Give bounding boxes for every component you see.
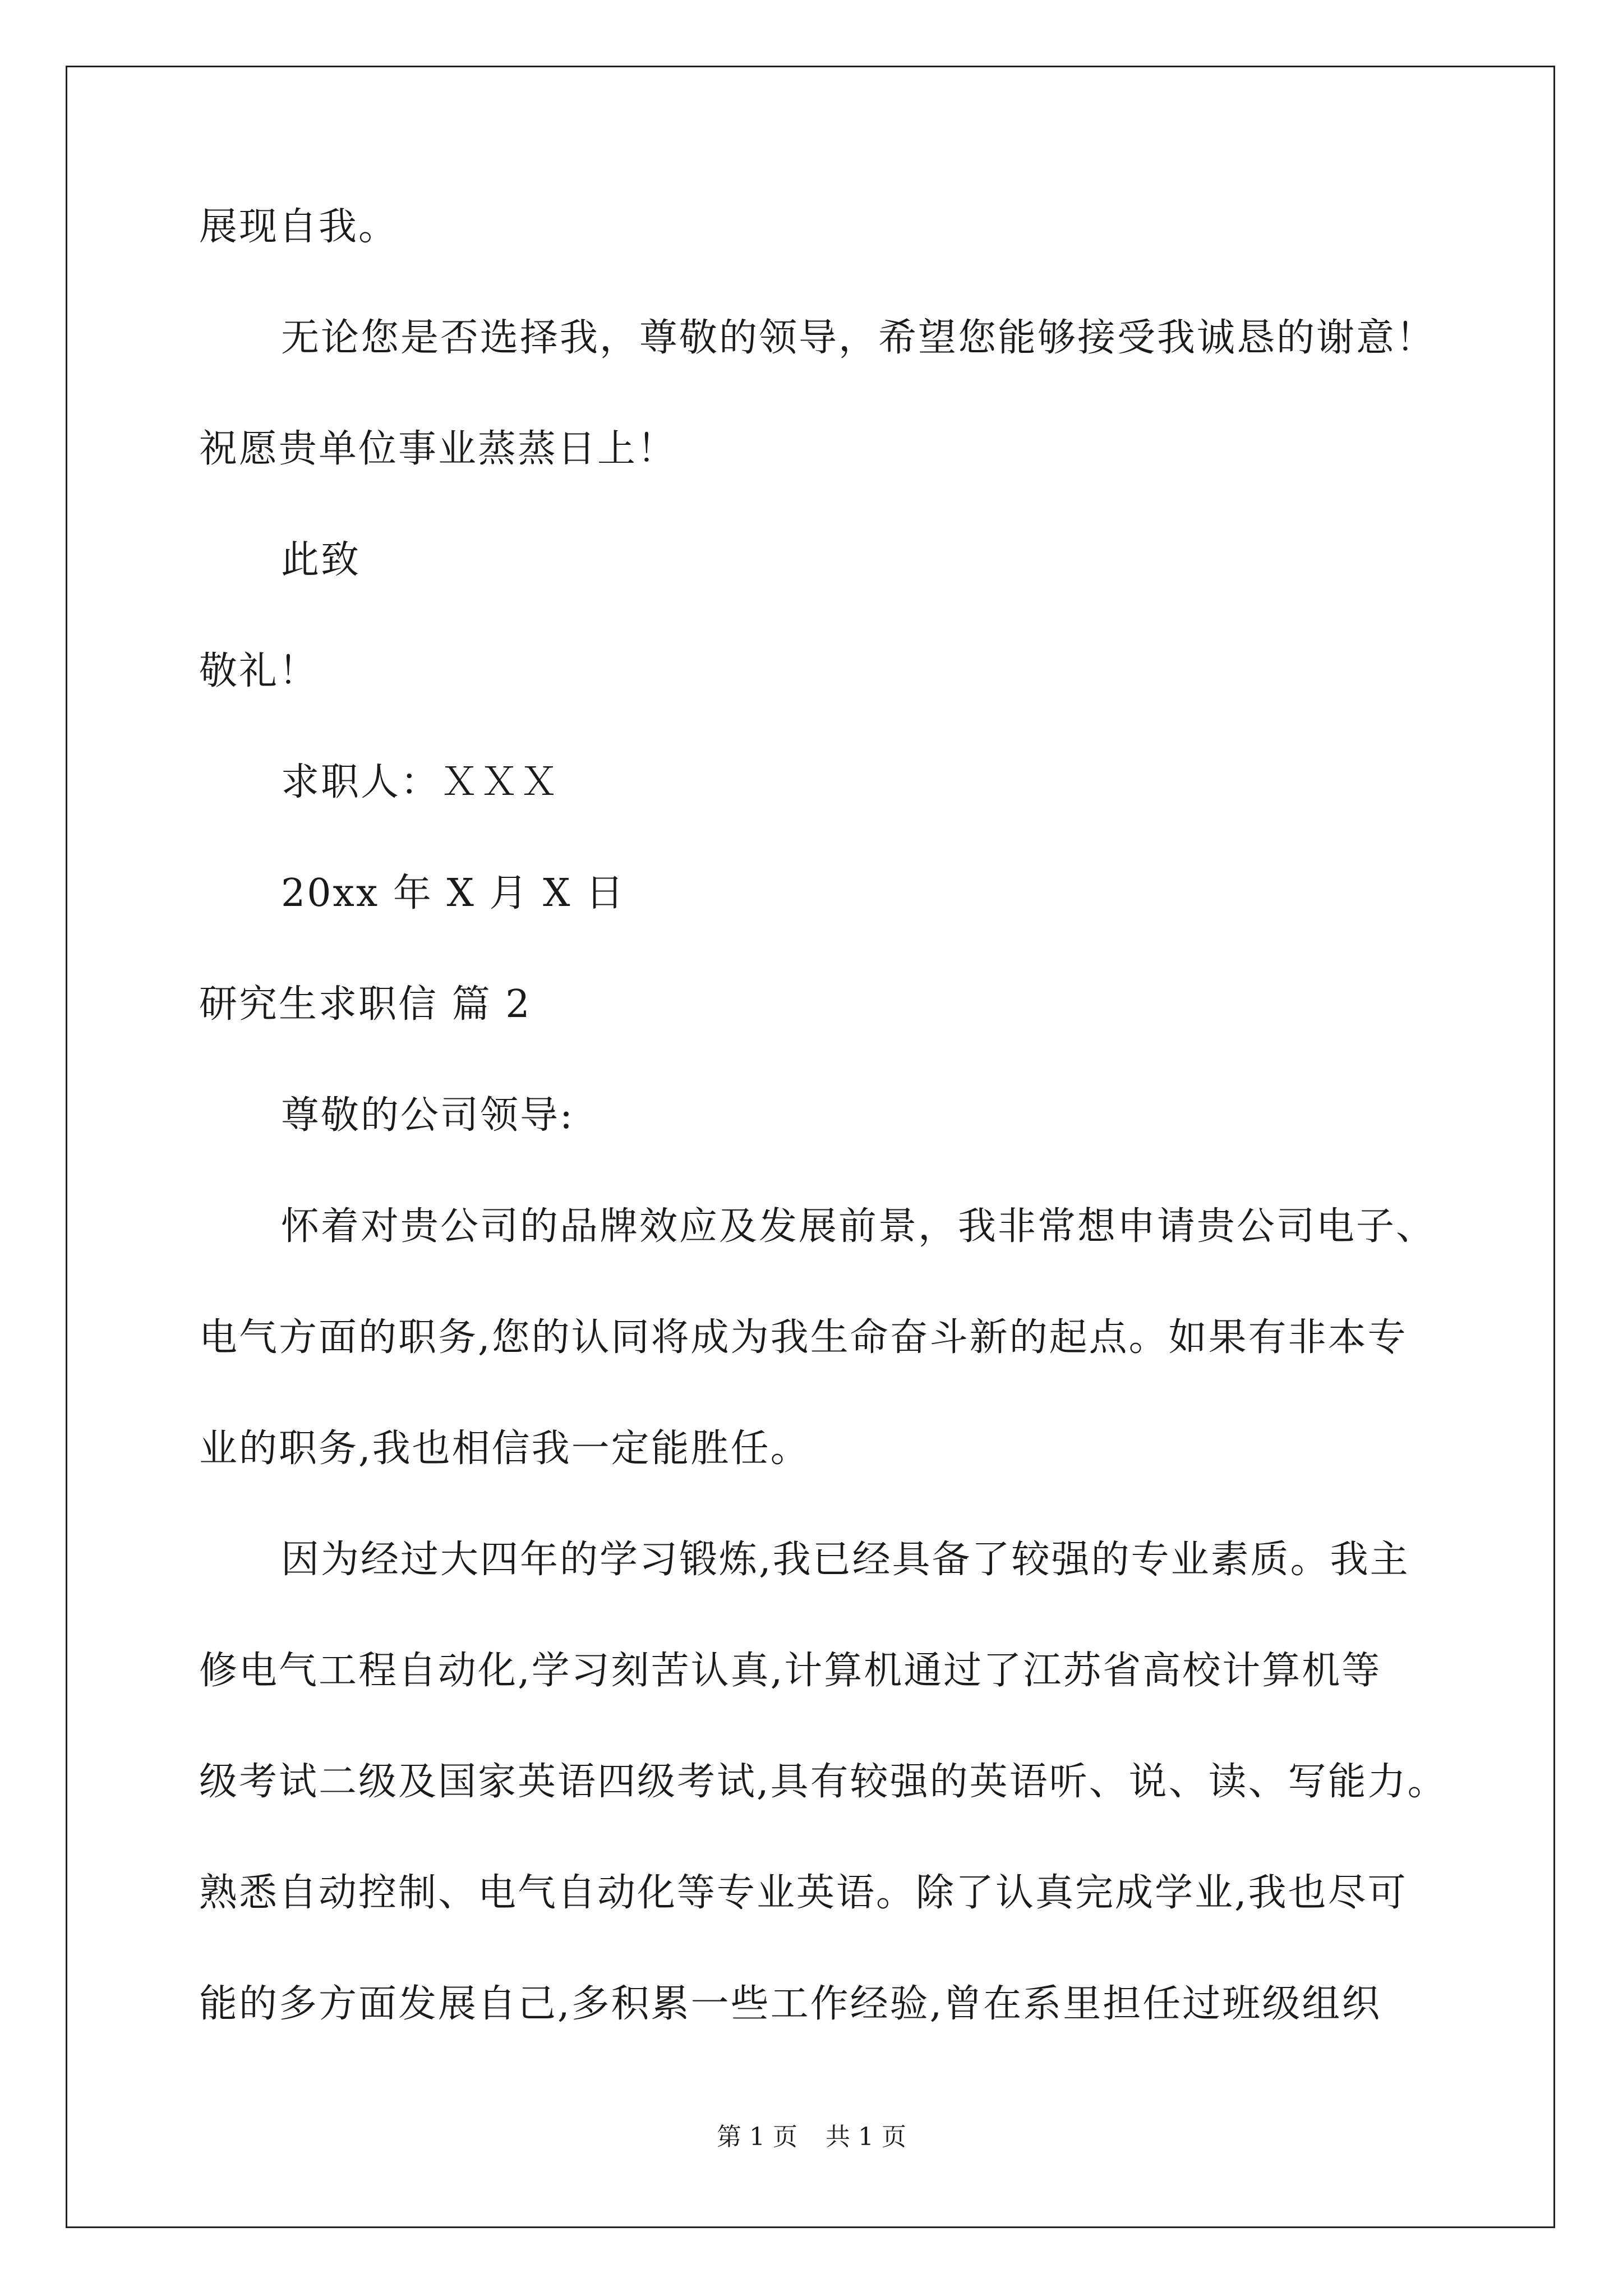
text-line: 因为经过大四年的学习锻炼,我已经具备了较强的专业素质。我主 [281,1538,1410,1582]
text-line: 怀着对贵公司的品牌效应及发展前景，我非常想申请贵公司电子、 [281,1204,1436,1249]
text-line: 祝愿贵单位事业蒸蒸日上！ [199,427,677,471]
text-line: 无论您是否选择我，尊敬的领导，希望您能够接受我诚恳的谢意！ [281,316,1436,360]
text-line: 求职人：ＸＸＸ [281,760,560,804]
text-line: 业的职务,我也相信我一定能胜任。 [199,1427,810,1471]
page-number-total: 共 1 页 [826,2123,906,2151]
page-number-current: 第 1 页 [717,2123,797,2151]
text-line: 敬礼！ [199,649,319,693]
salutation: 尊敬的公司领导: [281,1093,574,1138]
text-line: 展现自我。 [199,205,399,249]
page-footer [0,2120,1623,2154]
text-line: 修电气工程自动化,学习刻苦认真,计算机通过了江苏省高校计算机等 [199,1649,1382,1693]
text-line: 熟悉自动控制、电气自动化等专业英语。除了认真完成学业,我也尽可 [199,1871,1408,1915]
date-line: 20xx 年 X 月 X 日 [281,871,626,915]
text-line: 此致 [281,538,361,582]
text-line: 级考试二级及国家英语四级考试,具有较强的英语听、说、读、写能力。 [199,1760,1447,1804]
text-line: 能的多方面发展自己,多积累一些工作经验,曾在系里担任过班级组织 [199,1982,1382,2026]
text-line: 电气方面的职务,您的认同将成为我生命奋斗新的起点。如果有非本专 [199,1315,1408,1360]
section-heading: 研究生求职信 篇 2 [199,982,532,1027]
